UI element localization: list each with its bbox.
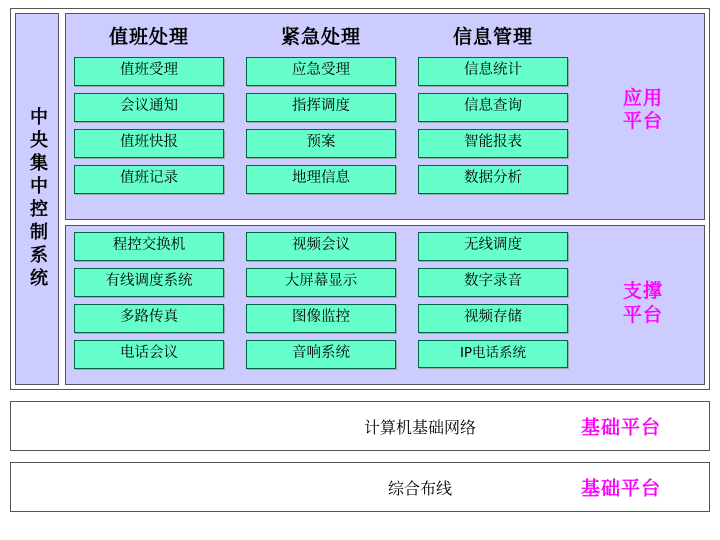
- app-cell-emergency-1[interactable]: 应急受理: [246, 57, 396, 86]
- app-cell-info-4[interactable]: 数据分析: [418, 165, 568, 194]
- sup-cell-1-4[interactable]: 电话会议: [74, 340, 224, 369]
- app-cell-emergency-2[interactable]: 指挥调度: [246, 93, 396, 122]
- column-title-emergency-handling: 紧急处理: [280, 26, 361, 48]
- support-platform-label: [590, 232, 696, 376]
- sup-cell-2-3[interactable]: 图像监控: [246, 304, 396, 333]
- sup-cell-1-2[interactable]: 有线调度系统: [74, 268, 224, 297]
- application-platform-grid: [74, 20, 696, 201]
- app-cell-info-2[interactable]: 信息查询: [418, 93, 568, 122]
- sup-cell-2-2[interactable]: 大屏幕显示: [246, 268, 396, 297]
- cabling-bar: [10, 462, 710, 512]
- app-cell-duty-4[interactable]: 值班记录: [74, 165, 224, 194]
- column-title-duty-handling: 值班处理: [108, 26, 189, 48]
- application-platform-label-line2: 平台: [622, 110, 663, 133]
- support-platform-grid: [74, 232, 696, 376]
- column-emergency-handling: [246, 20, 396, 201]
- column-information-management: [418, 20, 568, 201]
- cabling-bar-title: 综合布线: [387, 478, 452, 498]
- application-platform-label-text: [623, 87, 663, 135]
- column-duty-handling: [74, 20, 224, 201]
- upper-section: [10, 8, 710, 390]
- app-cell-duty-1[interactable]: 值班受理: [74, 57, 224, 86]
- platform-stack: [65, 13, 705, 385]
- sup-cell-3-2[interactable]: 数字录音: [418, 268, 568, 297]
- support-platform-label-text: [623, 280, 663, 328]
- central-control-system-column: [15, 13, 59, 385]
- support-column-2: [246, 232, 396, 376]
- app-cell-info-1[interactable]: 信息统计: [418, 57, 568, 86]
- application-platform-label-line1: 应用: [622, 86, 663, 109]
- app-cell-emergency-4[interactable]: 地理信息: [246, 165, 396, 194]
- app-cell-duty-2[interactable]: 会议通知: [74, 93, 224, 122]
- support-column-3: [418, 232, 568, 375]
- sup-cell-2-1[interactable]: 视频会议: [246, 232, 396, 261]
- central-control-system-label: 中央集中控制系统: [27, 107, 48, 291]
- sup-cell-3-3[interactable]: 视频存储: [418, 304, 568, 333]
- column-title-information-management: 信息管理: [452, 26, 533, 48]
- network-bar: [10, 401, 710, 451]
- sup-cell-1-1[interactable]: 程控交换机: [74, 232, 224, 261]
- sup-cell-3-1[interactable]: 无线调度: [418, 232, 568, 261]
- support-column-1: [74, 232, 224, 376]
- support-platform-label-line1: 支撑: [622, 280, 663, 303]
- app-cell-emergency-3[interactable]: 预案: [246, 129, 396, 158]
- sup-cell-3-4[interactable]: IP电话系统: [418, 340, 568, 368]
- cabling-bar-label: 基础平台: [580, 477, 661, 500]
- app-cell-info-3[interactable]: 智能报表: [418, 129, 568, 158]
- application-platform-panel: [65, 13, 705, 220]
- support-platform-label-line2: 平台: [622, 303, 663, 326]
- support-platform-panel: [65, 225, 705, 385]
- sup-cell-2-4[interactable]: 音响系统: [246, 340, 396, 369]
- application-platform-label: [590, 20, 696, 201]
- app-cell-duty-3[interactable]: 值班快报: [74, 129, 224, 158]
- sup-cell-1-3[interactable]: 多路传真: [74, 304, 224, 333]
- network-bar-title: 计算机基础网络: [363, 417, 476, 437]
- network-bar-label: 基础平台: [580, 416, 661, 439]
